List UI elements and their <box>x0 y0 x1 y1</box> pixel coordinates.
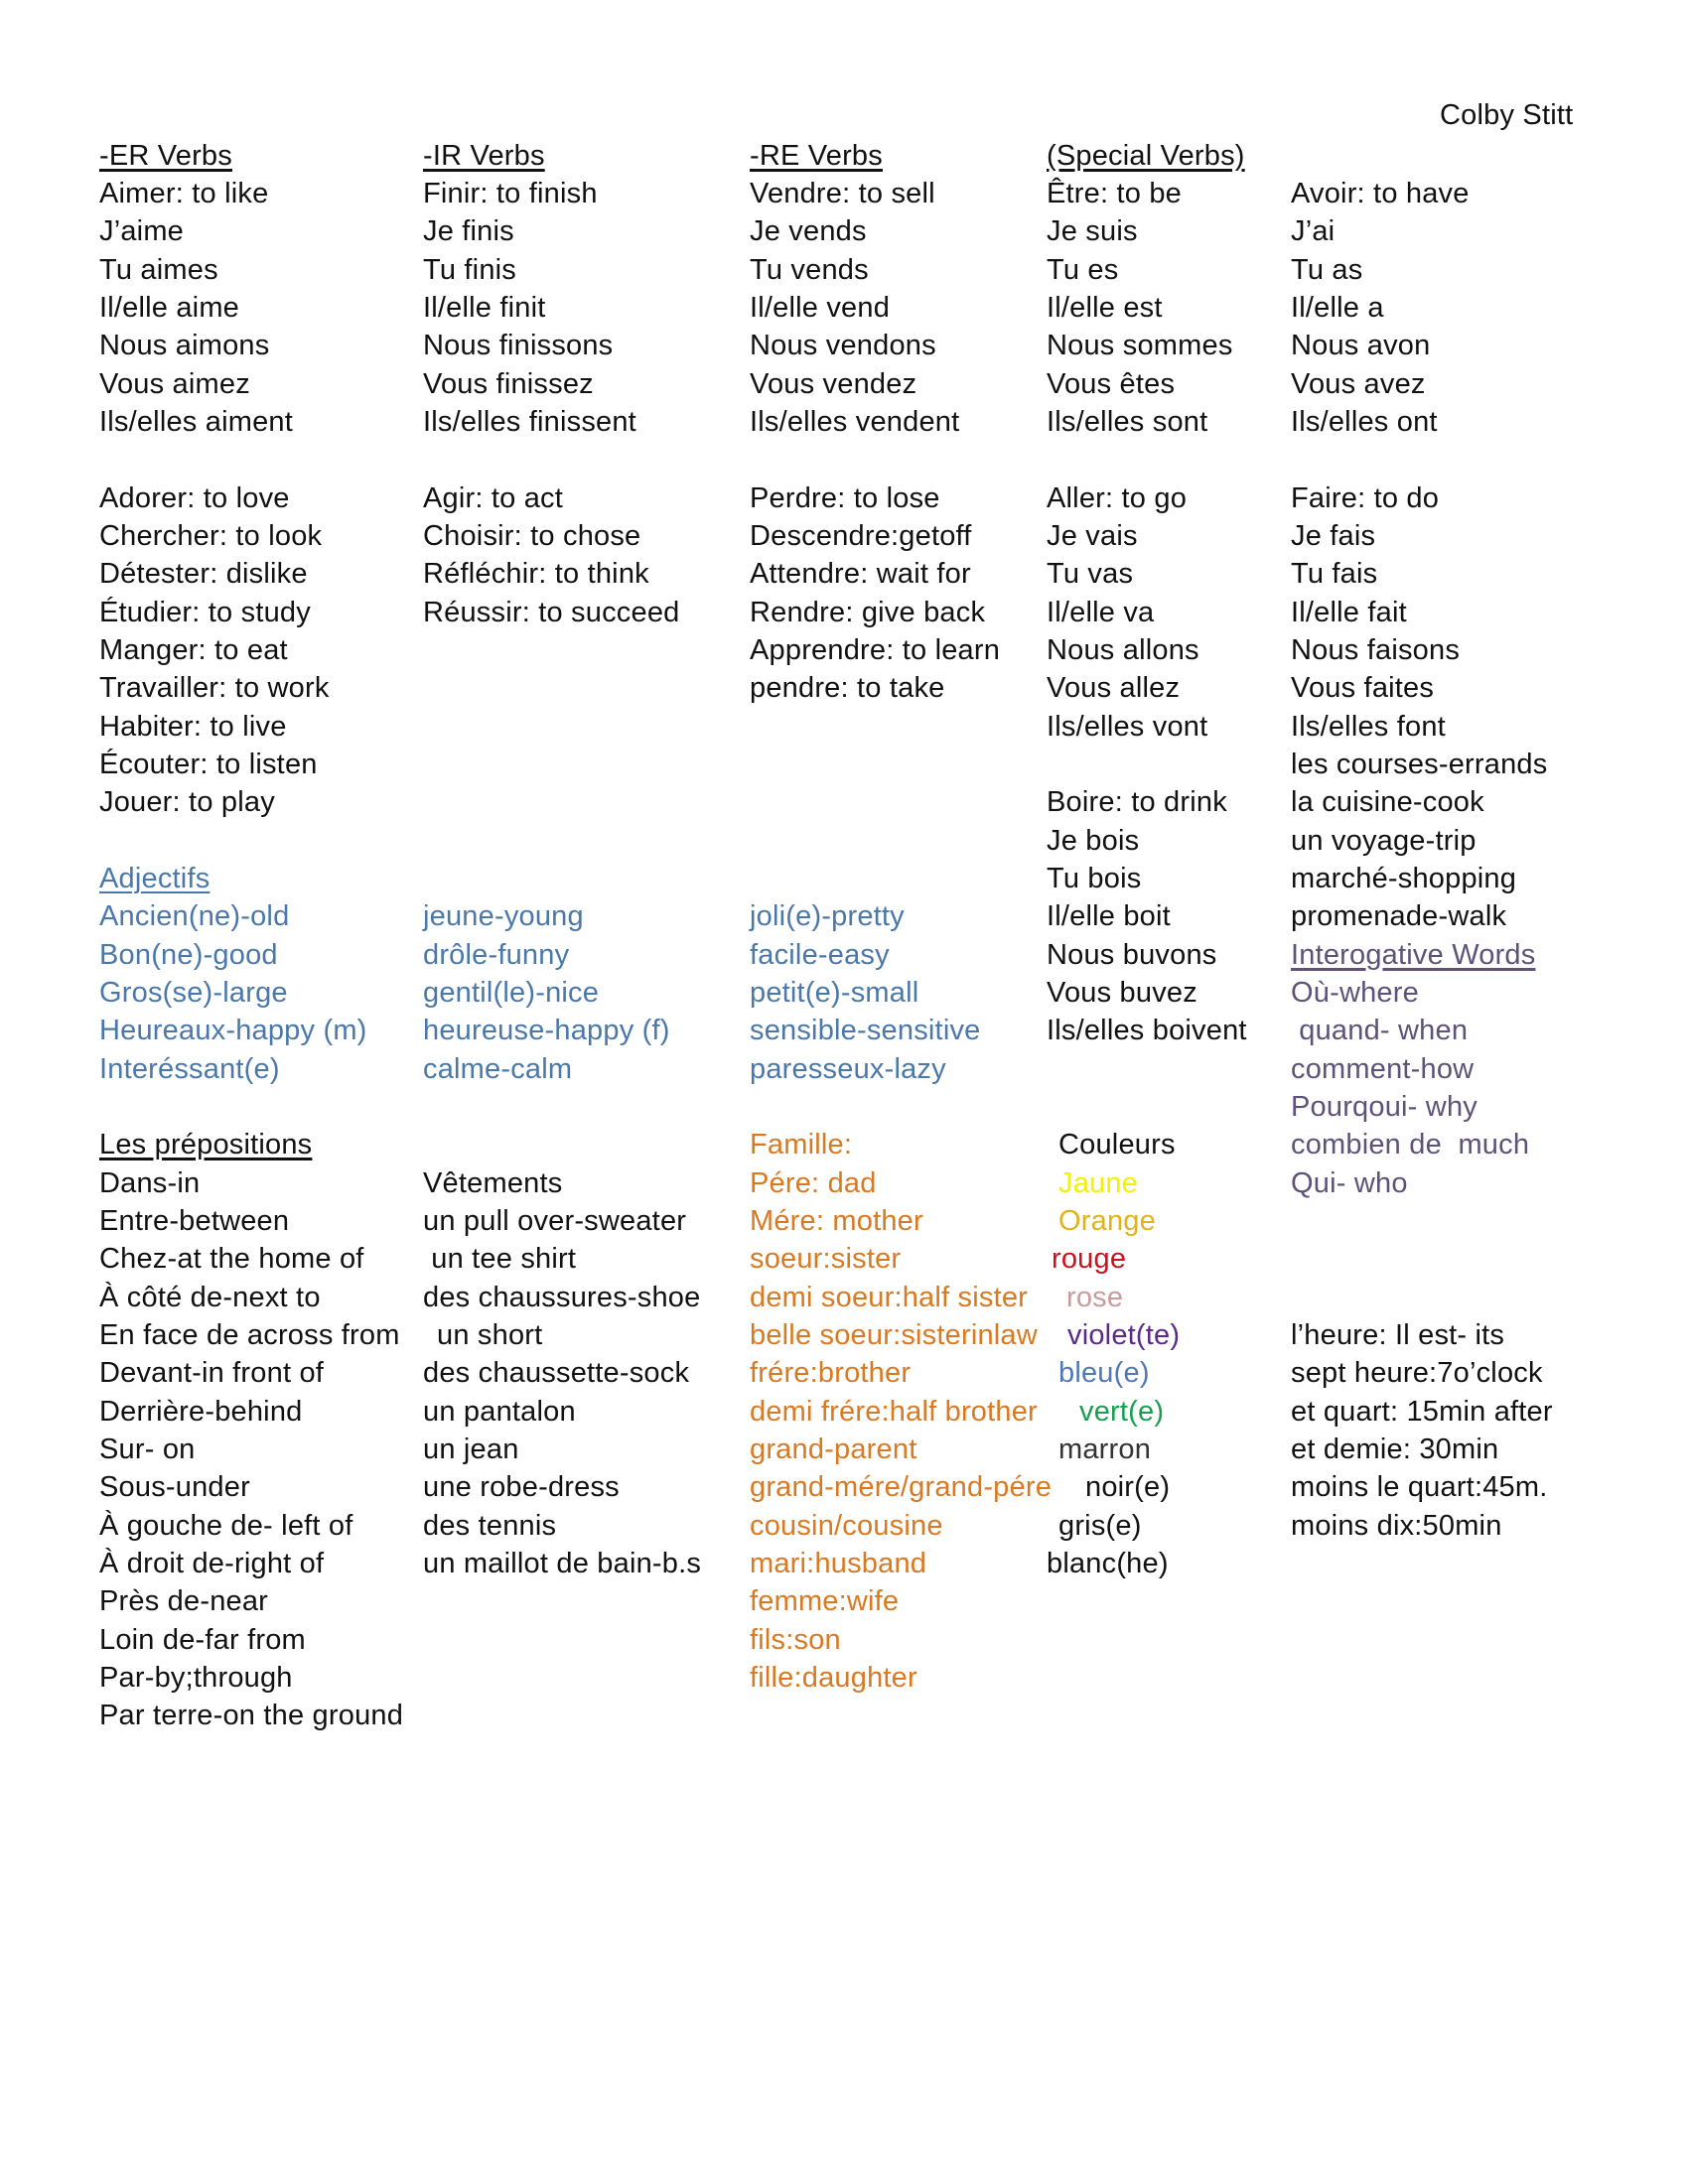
re-vocab-line: Descendre:getoff <box>750 520 972 552</box>
couleurs-header: Couleurs <box>1058 1129 1176 1160</box>
er-conj-line: Vous aimez <box>99 368 250 400</box>
re-conj-line: Vous vendez <box>750 368 917 400</box>
color-item-jaune: Jaune <box>1058 1167 1139 1199</box>
preposition-item: Chez-at the home of <box>99 1243 364 1275</box>
re-verbs-header: -RE Verbs <box>750 140 883 172</box>
preposition-item: Par-by;through <box>99 1662 293 1694</box>
faire-expression: les courses-errands <box>1291 749 1548 780</box>
ir-conj-line: Vous finissez <box>423 368 594 400</box>
adjectif-item: heureuse-happy (f) <box>423 1015 670 1046</box>
famille-item: mari:husband <box>750 1548 927 1579</box>
adjectif-item: Heureaux-happy (m) <box>99 1015 367 1046</box>
preposition-item: Sous-under <box>99 1471 250 1503</box>
etre-conj-line: Ils/elles sont <box>1047 406 1208 438</box>
interrogative-item: combien de much <box>1291 1129 1530 1160</box>
famille-item: grand-mére/grand-pére <box>750 1471 1053 1503</box>
preposition-item: Près de-near <box>99 1585 269 1617</box>
famille-item: grand-parent <box>750 1433 917 1465</box>
ir-conj-line: Je finis <box>423 215 514 247</box>
re-vocab-line: Rendre: give back <box>750 597 986 628</box>
faire-conj-line: Ils/elles font <box>1291 711 1446 743</box>
etre-conj-line: Tu es <box>1047 254 1119 286</box>
vetement-item: un tee shirt <box>423 1243 577 1275</box>
ir-verbs-header: -IR Verbs <box>423 140 545 172</box>
boire-conj-line: Ils/elles boivent <box>1047 1015 1247 1046</box>
faire-conj-line: Il/elle fait <box>1291 597 1407 628</box>
er-conj-line: J’aime <box>99 215 184 247</box>
interrogative-header: Interogative Words <box>1291 939 1536 971</box>
adjectif-item: joli(e)-pretty <box>750 900 905 932</box>
er-verbs-header: -ER Verbs <box>99 140 232 172</box>
preposition-item: Entre-between <box>99 1205 290 1237</box>
er-conj-line: Tu aimes <box>99 254 218 286</box>
faire-conj-line: Tu fais <box>1291 558 1378 590</box>
avoir-conj-line: Il/elle a <box>1291 292 1384 324</box>
re-vocab-line: pendre: to take <box>750 672 945 704</box>
preposition-item: À gouche de- left of <box>99 1510 353 1542</box>
interrogative-item: quand- when <box>1291 1015 1469 1046</box>
special-verbs-header: (Special Verbs) <box>1047 140 1245 172</box>
adjectif-item: calme-calm <box>423 1053 573 1085</box>
etre-conj-line: Nous sommes <box>1047 330 1233 361</box>
preposition-item: Dans-in <box>99 1167 201 1199</box>
boire-conj-line: Nous buvons <box>1047 939 1217 971</box>
color-item-gris: gris(e) <box>1058 1510 1142 1542</box>
color-item-bleu: bleu(e) <box>1058 1357 1150 1389</box>
etre-conj-line: Vous êtes <box>1047 368 1176 400</box>
color-item-orange: Orange <box>1058 1205 1156 1237</box>
preposition-item: En face de across from <box>99 1319 400 1351</box>
er-vocab-line: Écouter: to listen <box>99 749 318 780</box>
adjectif-item: petit(e)-small <box>750 977 919 1009</box>
preposition-item: Derrière-behind <box>99 1396 303 1428</box>
ir-vocab-line: Choisir: to chose <box>423 520 641 552</box>
heure-item: moins dix:50min <box>1291 1510 1502 1542</box>
er-conj-line: Ils/elles aiment <box>99 406 293 438</box>
ir-conj-line: Nous finissons <box>423 330 614 361</box>
famille-item: fille:daughter <box>750 1662 917 1694</box>
famille-item: belle soeur:sisterinlaw <box>750 1319 1038 1351</box>
aller-conj-line: Vous allez <box>1047 672 1181 704</box>
prepositions-header: Les prépositions <box>99 1129 313 1160</box>
preposition-item: Sur- on <box>99 1433 196 1465</box>
vetement-item: un pull over-sweater <box>423 1205 687 1237</box>
famille-header: Famille: <box>750 1129 853 1160</box>
famille-item: Mére: mother <box>750 1205 923 1237</box>
famille-item: frére:brother <box>750 1357 912 1389</box>
er-vocab-line: Travailler: to work <box>99 672 330 704</box>
ir-conj-line: Il/elle finit <box>423 292 546 324</box>
color-item-violet: violet(te) <box>1067 1319 1181 1351</box>
vetement-item: un short <box>437 1319 543 1351</box>
aller-conj-line: Il/elle va <box>1047 597 1155 628</box>
er-vocab-line: Étudier: to study <box>99 597 311 628</box>
aller-conj-line: Ils/elles vont <box>1047 711 1208 743</box>
famille-item: soeur:sister <box>750 1243 902 1275</box>
author-name: Colby Stitt <box>1440 99 1574 131</box>
preposition-item: À côté de-next to <box>99 1282 321 1313</box>
er-vocab-line: Habiter: to live <box>99 711 287 743</box>
aller-conj-line: Je vais <box>1047 520 1138 552</box>
famille-item: femme:wife <box>750 1585 900 1617</box>
re-vocab-line: Perdre: to lose <box>750 482 940 514</box>
adjectifs-header: Adjectifs <box>99 863 211 894</box>
er-vocab-line: Manger: to eat <box>99 634 288 666</box>
er-vocab-line: Adorer: to love <box>99 482 290 514</box>
faire-expression: la cuisine-cook <box>1291 786 1484 818</box>
preposition-item: Loin de-far from <box>99 1624 306 1656</box>
color-item-blanc: blanc(he) <box>1047 1548 1169 1579</box>
adjectif-item: Bon(ne)-good <box>99 939 278 971</box>
faire-conj-line: Je fais <box>1291 520 1376 552</box>
faire-conj-line: Vous faites <box>1291 672 1435 704</box>
er-vocab-line: Chercher: to look <box>99 520 323 552</box>
ir-vocab-line: Réfléchir: to think <box>423 558 649 590</box>
ir-vocab-line: Agir: to act <box>423 482 564 514</box>
famille-item: demi frére:half brother <box>750 1396 1038 1428</box>
preposition-item: Devant-in front of <box>99 1357 325 1389</box>
re-conj-line: Nous vendons <box>750 330 936 361</box>
color-item-noir: noir(e) <box>1085 1471 1171 1503</box>
heure-item: et quart: 15min after <box>1291 1396 1553 1428</box>
adjectif-item: Gros(se)-large <box>99 977 288 1009</box>
avoir-conj-line: Ils/elles ont <box>1291 406 1438 438</box>
preposition-item: Par terre-on the ground <box>99 1700 404 1731</box>
faire-conj-line: Faire: to do <box>1291 482 1440 514</box>
re-conj-line: Ils/elles vendent <box>750 406 960 438</box>
famille-item: fils:son <box>750 1624 841 1656</box>
etre-conj-line: Je suis <box>1047 215 1138 247</box>
ir-conj-line: Finir: to finish <box>423 178 598 209</box>
faire-expression: un voyage-trip <box>1291 825 1477 857</box>
ir-vocab-line: Réussir: to succeed <box>423 597 680 628</box>
vetement-item: un jean <box>423 1433 519 1465</box>
heure-item: sept heure:7o’clock <box>1291 1357 1543 1389</box>
famille-item: cousin/cousine <box>750 1510 943 1542</box>
interrogative-item: Qui- who <box>1291 1167 1408 1199</box>
boire-conj-line: Il/elle boit <box>1047 900 1171 932</box>
vetement-item: des chaussures-shoe <box>423 1282 701 1313</box>
faire-expression: marché-shopping <box>1291 863 1517 894</box>
boire-conj-line: Vous buvez <box>1047 977 1197 1009</box>
etre-conj-line: Il/elle est <box>1047 292 1163 324</box>
ir-conj-line: Ils/elles finissent <box>423 406 636 438</box>
adjectif-item: jeune-young <box>423 900 584 932</box>
er-conj-line: Nous aimons <box>99 330 270 361</box>
interrogative-item: comment-how <box>1291 1053 1475 1085</box>
adjectif-item: Ancien(ne)-old <box>99 900 290 932</box>
re-vocab-line: Apprendre: to learn <box>750 634 1001 666</box>
heure-item: moins le quart:45m. <box>1291 1471 1548 1503</box>
vetement-item: un maillot de bain-b.s <box>423 1548 702 1579</box>
aller-conj-line: Nous allons <box>1047 634 1199 666</box>
aller-conj-line: Tu vas <box>1047 558 1134 590</box>
vetement-item: un pantalon <box>423 1396 576 1428</box>
famille-item: Pére: dad <box>750 1167 877 1199</box>
adjectif-item: gentil(le)-nice <box>423 977 600 1009</box>
avoir-conj-line: J’ai <box>1291 215 1336 247</box>
er-conj-line: Il/elle aime <box>99 292 240 324</box>
vetement-item: des tennis <box>423 1510 557 1542</box>
avoir-conj-line: Avoir: to have <box>1291 178 1470 209</box>
faire-expression: promenade-walk <box>1291 900 1507 932</box>
re-conj-line: Tu vends <box>750 254 869 286</box>
color-item-rouge: rouge <box>1052 1243 1127 1275</box>
adjectif-item: sensible-sensitive <box>750 1015 981 1046</box>
vetement-item: des chaussette-sock <box>423 1357 690 1389</box>
adjectif-item: facile-easy <box>750 939 890 971</box>
adjectif-item: paresseux-lazy <box>750 1053 946 1085</box>
re-vocab-line: Attendre: wait for <box>750 558 971 590</box>
vetement-item: une robe-dress <box>423 1471 620 1503</box>
er-conj-line: Aimer: to like <box>99 178 269 209</box>
famille-item: demi soeur:half sister <box>750 1282 1029 1313</box>
interrogative-item: Où-where <box>1291 977 1419 1009</box>
boire-conj-line: Boire: to drink <box>1047 786 1227 818</box>
adjectif-item: Interéssant(e) <box>99 1053 280 1085</box>
re-conj-line: Il/elle vend <box>750 292 891 324</box>
heure-item: l’heure: Il est- its <box>1291 1319 1505 1351</box>
color-item-marron: marron <box>1058 1433 1152 1465</box>
boire-conj-line: Je bois <box>1047 825 1140 857</box>
boire-conj-line: Tu bois <box>1047 863 1142 894</box>
heure-item: et demie: 30min <box>1291 1433 1499 1465</box>
adjectif-item: drôle-funny <box>423 939 570 971</box>
faire-conj-line: Nous faisons <box>1291 634 1461 666</box>
interrogative-item: Pourqoui- why <box>1291 1091 1477 1123</box>
color-item-rose: rose <box>1066 1282 1124 1313</box>
etre-conj-line: Être: to be <box>1047 178 1182 209</box>
re-conj-line: Vendre: to sell <box>750 178 935 209</box>
color-item-vert: vert(e) <box>1079 1396 1165 1428</box>
aller-conj-line: Aller: to go <box>1047 482 1188 514</box>
preposition-item: À droit de-right of <box>99 1548 325 1579</box>
er-vocab-line: Jouer: to play <box>99 786 275 818</box>
er-vocab-line: Détester: dislike <box>99 558 308 590</box>
ir-conj-line: Tu finis <box>423 254 516 286</box>
avoir-conj-line: Nous avon <box>1291 330 1431 361</box>
vetements-header: Vêtements <box>423 1167 563 1199</box>
avoir-conj-line: Vous avez <box>1291 368 1426 400</box>
re-conj-line: Je vends <box>750 215 867 247</box>
avoir-conj-line: Tu as <box>1291 254 1363 286</box>
